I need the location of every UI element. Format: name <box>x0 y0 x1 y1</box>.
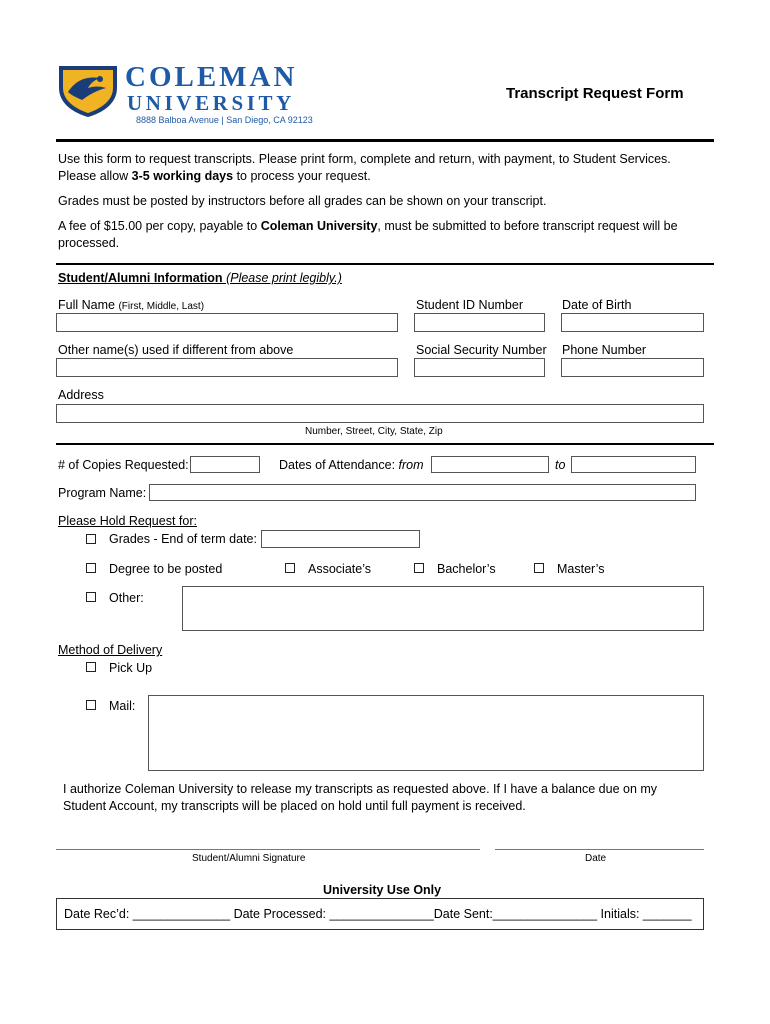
intro-paragraph-3: A fee of $15.00 per copy, payable to Coleman University, must be submitted to before transcript request will be <box>58 219 678 233</box>
other-names-label: Other name(s) used if different from above <box>58 343 294 357</box>
associates-checkbox[interactable] <box>285 563 295 573</box>
program-field[interactable] <box>149 484 696 501</box>
full-name-label: Full Name (First, Middle, Last) <box>58 298 205 312</box>
ssn-field[interactable] <box>414 358 545 377</box>
logo-wordmark-line2: UNIVERSITY <box>127 91 295 115</box>
grades-checkbox[interactable] <box>86 534 96 544</box>
attendance-to-field[interactable] <box>571 456 696 473</box>
student-id-label: Student ID Number <box>416 298 523 312</box>
delivery-heading: Method of Delivery <box>58 643 163 657</box>
section-divider-2 <box>56 443 714 445</box>
signature-date-line[interactable] <box>495 849 704 850</box>
mail-address-field[interactable] <box>148 695 704 771</box>
masters-checkbox[interactable] <box>534 563 544 573</box>
attendance-from-field[interactable] <box>431 456 549 473</box>
pickup-checkbox[interactable] <box>86 662 96 672</box>
form-title: Transcript Request Form <box>506 85 684 102</box>
address-field[interactable] <box>56 404 704 423</box>
logo-wordmark-line1: COLEMAN <box>125 61 298 93</box>
phone-label: Phone Number <box>562 343 647 357</box>
full-name-field[interactable] <box>56 313 398 332</box>
dob-label: Date of Birth <box>562 298 632 312</box>
authorization-line1: I authorize Coleman University to release my transcripts as requested above. If I have a balance due on my <box>63 782 658 796</box>
bachelors-label: Bachelor’s <box>437 562 496 576</box>
intro-paragraph-3b: processed. <box>58 236 120 250</box>
hold-heading: Please Hold Request for: <box>58 514 197 528</box>
university-seal-logo <box>56 62 120 118</box>
signature-line[interactable] <box>56 849 480 850</box>
section-divider <box>56 263 714 265</box>
university-use-heading: University Use Only <box>323 883 442 897</box>
intro-paragraph-1b: Please allow 3-5 working days to process your request. <box>58 169 371 183</box>
dob-field[interactable] <box>561 313 704 332</box>
address-label: Address <box>58 388 104 402</box>
university-use-fields: Date Rec’d: ______________ Date Processed: _______________Date Sent:_______________ Initials: _______ <box>64 907 692 921</box>
mail-label: Mail: <box>109 699 136 713</box>
intro-paragraph-2: Grades must be posted by instructors before all grades can be shown on your transcript. <box>58 194 547 208</box>
student-id-field[interactable] <box>414 313 545 332</box>
intro-paragraph-1: Use this form to request transcripts. Please print form, complete and return, with payment, to Student Services. <box>58 152 671 166</box>
bachelors-checkbox[interactable] <box>414 563 424 573</box>
masters-label: Master’s <box>557 562 605 576</box>
copies-field[interactable] <box>190 456 260 473</box>
other-checkbox[interactable] <box>86 592 96 602</box>
logo-address: 8888 Balboa Avenue | San Diego, CA 92123 <box>136 115 313 125</box>
copies-label: # of Copies Requested: <box>58 458 189 472</box>
signature-label: Student/Alumni Signature <box>192 853 306 864</box>
degree-checkbox[interactable] <box>86 563 96 573</box>
attendance-label: Dates of Attendance: from <box>279 458 424 472</box>
associates-label: Associate’s <box>308 562 371 576</box>
grades-option-label: Grades - End of term date: <box>109 532 257 546</box>
other-details-field[interactable] <box>182 586 704 631</box>
phone-field[interactable] <box>561 358 704 377</box>
signature-date-label: Date <box>585 853 607 864</box>
address-hint: Number, Street, City, State, Zip <box>305 426 443 437</box>
other-option-label: Other: <box>109 591 144 605</box>
authorization-line2: Student Account, my transcripts will be placed on hold until full payment is received. <box>63 799 526 813</box>
other-names-field[interactable] <box>56 358 398 377</box>
header-divider <box>56 139 714 142</box>
degree-option-label: Degree to be posted <box>109 562 223 576</box>
program-label: Program Name: <box>58 486 147 500</box>
pickup-label: Pick Up <box>109 661 153 675</box>
mail-checkbox[interactable] <box>86 700 96 710</box>
ssn-label: Social Security Number <box>416 343 547 357</box>
university-use-box <box>56 898 704 930</box>
end-of-term-date-field[interactable] <box>261 530 420 548</box>
student-info-heading: Student/Alumni Information (Please print legibly.) <box>58 271 342 285</box>
attendance-to-label: to <box>555 458 566 472</box>
